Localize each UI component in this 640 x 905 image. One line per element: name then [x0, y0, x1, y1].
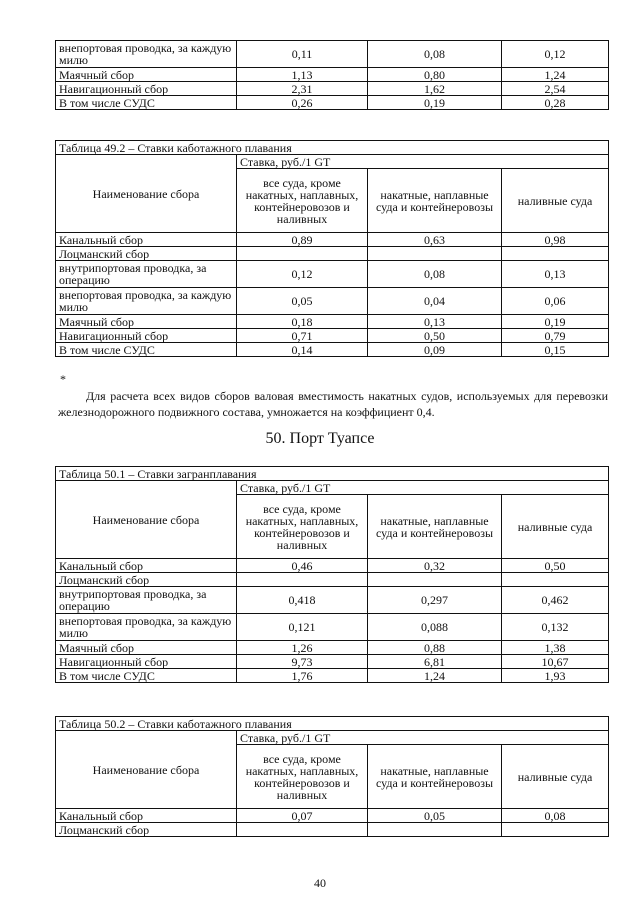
- rate-roro-cell: 0,63: [368, 233, 502, 247]
- header-all-ships: все суда, кроме накатных, наплавных, контейнеровозов и наливных: [237, 495, 368, 559]
- rate-all-ships-cell: 1,76: [237, 669, 368, 683]
- rate-tankers-cell: 0,79: [502, 329, 609, 343]
- table-row: [56, 641, 609, 655]
- table-row: [56, 329, 609, 343]
- header-rate: Ставка, руб./1 GT: [237, 155, 609, 169]
- header-roro-ships: накатные, наплавные суда и контейнеровозы: [368, 169, 502, 233]
- rate-roro-cell: 1,62: [368, 82, 502, 96]
- fee-name-cell: Канальный сбор: [56, 233, 237, 247]
- table-caption: Таблица 50.2 – Ставки каботажного плавания: [56, 717, 609, 731]
- rate-tankers-cell: [502, 573, 609, 587]
- rate-tankers-cell: 0,132: [502, 614, 609, 641]
- rates-table-continued: [55, 40, 609, 110]
- table-row: [56, 247, 609, 261]
- rate-roro-cell: [368, 247, 502, 261]
- rate-roro-cell: 1,24: [368, 669, 502, 683]
- header-fee-name: Наименование сбора: [56, 481, 237, 559]
- rate-tankers-cell: 1,24: [502, 68, 609, 82]
- rate-roro-cell: 0,04: [368, 288, 502, 315]
- rate-tankers-cell: [502, 247, 609, 261]
- rate-roro-cell: 0,50: [368, 329, 502, 343]
- table-row: [56, 669, 609, 683]
- rate-roro-cell: 0,08: [368, 261, 502, 288]
- rate-tankers-cell: 10,67: [502, 655, 609, 669]
- fee-name-cell: Маячный сбор: [56, 641, 237, 655]
- rate-all-ships-cell: 2,31: [237, 82, 368, 96]
- table-body: [56, 41, 609, 110]
- fee-name-cell: Лоцманский сбор: [56, 247, 237, 261]
- header-tankers: наливные суда: [502, 745, 609, 809]
- header-rate: Ставка, руб./1 GT: [237, 731, 609, 745]
- rate-tankers-cell: 0,98: [502, 233, 609, 247]
- rate-tankers-cell: 0,13: [502, 261, 609, 288]
- rate-all-ships-cell: 1,13: [237, 68, 368, 82]
- footnote-text: Для расчета всех видов сборов валовая вместимость накатных судов, используемых для перевозки железнодорожного подвижного состава, умножается на коэффициент 0,4.: [58, 389, 608, 419]
- rate-all-ships-cell: 0,46: [237, 559, 368, 573]
- fee-name-cell: внутрипортовая проводка, за операцию: [56, 261, 237, 288]
- rate-all-ships-cell: 1,26: [237, 641, 368, 655]
- rate-all-ships-cell: 0,05: [237, 288, 368, 315]
- rate-roro-cell: 6,81: [368, 655, 502, 669]
- rate-roro-cell: 0,08: [368, 41, 502, 68]
- fee-name-cell: В том числе СУДС: [56, 343, 237, 357]
- rate-roro-cell: 0,05: [368, 809, 502, 823]
- table-row: [56, 655, 609, 669]
- rate-all-ships-cell: 0,418: [237, 587, 368, 614]
- table-caption: Таблица 50.1 – Ставки загранплавания: [56, 467, 609, 481]
- fee-name-cell: Канальный сбор: [56, 809, 237, 823]
- rate-roro-cell: 0,80: [368, 68, 502, 82]
- rate-all-ships-cell: 0,11: [237, 41, 368, 68]
- table-row: [56, 41, 609, 68]
- rate-all-ships-cell: 0,12: [237, 261, 368, 288]
- table-row: [56, 261, 609, 288]
- rate-all-ships-cell: 0,89: [237, 233, 368, 247]
- table-row: [56, 68, 609, 82]
- rate-all-ships-cell: 0,71: [237, 329, 368, 343]
- table-row: [56, 573, 609, 587]
- fee-name-cell: Навигационный сбор: [56, 329, 237, 343]
- table-50-1: [55, 466, 609, 683]
- rate-tankers-cell: 2,54: [502, 82, 609, 96]
- table-row: [56, 343, 609, 357]
- table-body: [56, 233, 609, 357]
- rate-tankers-cell: [502, 823, 609, 837]
- rate-all-ships-cell: 0,26: [237, 96, 368, 110]
- header-all-ships: все суда, кроме накатных, наплавных, контейнеровозов и наливных: [237, 745, 368, 809]
- header-all-ships: все суда, кроме накатных, наплавных, контейнеровозов и наливных: [237, 169, 368, 233]
- fee-name-cell: В том числе СУДС: [56, 669, 237, 683]
- rate-roro-cell: 0,09: [368, 343, 502, 357]
- table-body: [56, 559, 609, 683]
- header-fee-name: Наименование сбора: [56, 155, 237, 233]
- rate-all-ships-cell: [237, 823, 368, 837]
- section-title: 50. Порт Туапсе: [265, 430, 375, 447]
- header-tankers: наливные суда: [502, 169, 609, 233]
- rate-all-ships-cell: 0,18: [237, 315, 368, 329]
- table-caption: Таблица 49.2 – Ставки каботажного плавания: [56, 141, 609, 155]
- table-row: [56, 823, 609, 837]
- rate-roro-cell: 0,13: [368, 315, 502, 329]
- table-row: [56, 315, 609, 329]
- rate-all-ships-cell: 0,14: [237, 343, 368, 357]
- page-number: 40: [314, 876, 326, 890]
- rate-tankers-cell: 0,08: [502, 809, 609, 823]
- footnote-mark: *: [60, 372, 66, 386]
- rate-tankers-cell: 0,15: [502, 343, 609, 357]
- fee-name-cell: В том числе СУДС: [56, 96, 237, 110]
- fee-name-cell: Навигационный сбор: [56, 82, 237, 96]
- table-row: [56, 614, 609, 641]
- table-49-2: [55, 140, 609, 357]
- table-body: [56, 809, 609, 837]
- rate-roro-cell: 0,19: [368, 96, 502, 110]
- rate-roro-cell: 0,297: [368, 587, 502, 614]
- table-row: [56, 233, 609, 247]
- rate-all-ships-cell: 0,07: [237, 809, 368, 823]
- rate-all-ships-cell: 9,73: [237, 655, 368, 669]
- rate-tankers-cell: 0,12: [502, 41, 609, 68]
- rate-tankers-cell: 0,50: [502, 559, 609, 573]
- fee-name-cell: Канальный сбор: [56, 559, 237, 573]
- rate-all-ships-cell: 0,121: [237, 614, 368, 641]
- rate-all-ships-cell: [237, 573, 368, 587]
- rate-tankers-cell: 1,38: [502, 641, 609, 655]
- header-roro-ships: накатные, наплавные суда и контейнеровозы: [368, 745, 502, 809]
- rate-tankers-cell: 0,462: [502, 587, 609, 614]
- rate-tankers-cell: 0,19: [502, 315, 609, 329]
- table-row: [56, 82, 609, 96]
- rate-tankers-cell: 0,28: [502, 96, 609, 110]
- rate-roro-cell: 0,88: [368, 641, 502, 655]
- rate-roro-cell: [368, 823, 502, 837]
- rate-roro-cell: [368, 573, 502, 587]
- fee-name-cell: Лоцманский сбор: [56, 823, 237, 837]
- fee-name-cell: Маячный сбор: [56, 315, 237, 329]
- rate-all-ships-cell: [237, 247, 368, 261]
- rate-roro-cell: 0,088: [368, 614, 502, 641]
- rate-tankers-cell: 0,06: [502, 288, 609, 315]
- rate-tankers-cell: 1,93: [502, 669, 609, 683]
- fee-name-cell: Навигационный сбор: [56, 655, 237, 669]
- fee-name-cell: Лоцманский сбор: [56, 573, 237, 587]
- fee-name-cell: внепортовая проводка, за каждую милю: [56, 41, 237, 68]
- fee-name-cell: внепортовая проводка, за каждую милю: [56, 614, 237, 641]
- header-roro-ships: накатные, наплавные суда и контейнеровозы: [368, 495, 502, 559]
- rate-roro-cell: 0,32: [368, 559, 502, 573]
- table-row: [56, 96, 609, 110]
- table-row: [56, 288, 609, 315]
- fee-name-cell: Маячный сбор: [56, 68, 237, 82]
- fee-name-cell: внутрипортовая проводка, за операцию: [56, 587, 237, 614]
- table-row: [56, 809, 609, 823]
- table-row: [56, 559, 609, 573]
- table-50-2: [55, 716, 609, 837]
- header-rate: Ставка, руб./1 GT: [237, 481, 609, 495]
- table-row: [56, 587, 609, 614]
- header-fee-name: Наименование сбора: [56, 731, 237, 809]
- header-tankers: наливные суда: [502, 495, 609, 559]
- fee-name-cell: внепортовая проводка, за каждую милю: [56, 288, 237, 315]
